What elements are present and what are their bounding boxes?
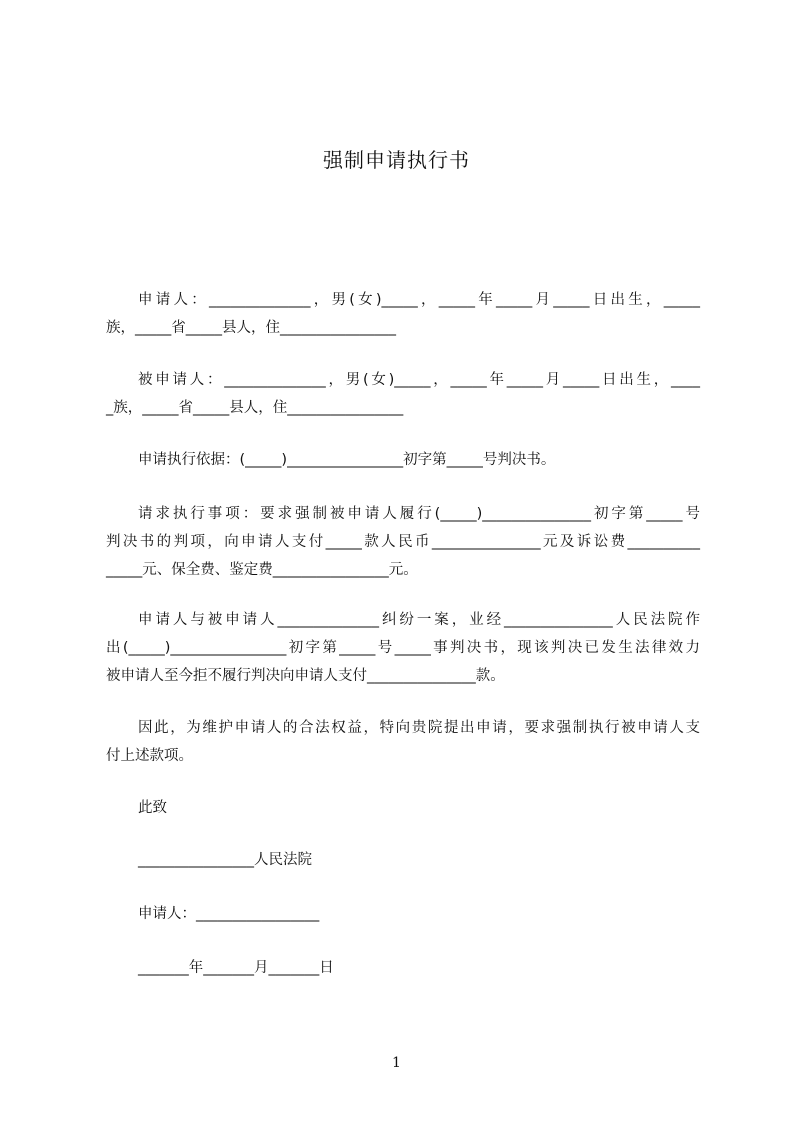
facts-line-2: 出(_____)________________初字第_____号_____事判决书，现该判决已发生法律效力 xyxy=(106,640,700,656)
request-line-3: _____元、保全费、鉴定费________________元。 xyxy=(106,562,418,578)
applicant-paragraph xyxy=(106,286,700,342)
request-line-1: 请求执行事项：要求强制被申请人履行(_____)_______________初字第_____号 xyxy=(138,506,700,522)
facts-line-3: 被申请人至今拒不履行判决向申请人支付_______________款。 xyxy=(106,668,505,684)
facts-paragraph xyxy=(106,606,700,690)
applicant-line-2: 族，_____省_____县人，住________________ xyxy=(106,320,396,336)
page-number: 1 xyxy=(392,1055,401,1071)
execution-basis-line: 申请执行依据：(_____)________________初字第_____号判决书。 xyxy=(138,452,556,468)
request-line-2: 判决书的判项，向申请人支付_____款人民币_______________元及诉讼费__________ xyxy=(106,534,700,550)
reason-line-2: 付上述款项。 xyxy=(106,748,193,764)
respondent-line-2: _族，_____省_____县人，住________________ xyxy=(106,400,404,416)
applicant-line-1: 申请人：______________，男(女)_____，_____年_____月_____日出生，_____ xyxy=(138,292,700,308)
facts-line-1: 申请人与被申请人______________纠纷一案，业经_______________人民法院作 xyxy=(138,612,700,628)
salutation: 此致 xyxy=(138,800,167,816)
date-line: _______年_______月_______日 xyxy=(138,960,334,976)
signature-line: 申请人：_________________ xyxy=(138,906,320,922)
document-title: 强制申请执行书 xyxy=(323,148,470,172)
reason-line-1: 因此，为维护申请人的合法权益，特向贵院提出申请，要求强制执行被申请人支 xyxy=(138,720,700,736)
reason-paragraph xyxy=(106,714,700,770)
court-line: ________________人民法院 xyxy=(138,852,312,868)
respondent-paragraph xyxy=(106,366,700,422)
request-paragraph xyxy=(106,500,700,584)
respondent-line-1: 被申请人：______________，男(女)_____，_____年_____月_____日出生，____ xyxy=(138,372,700,388)
